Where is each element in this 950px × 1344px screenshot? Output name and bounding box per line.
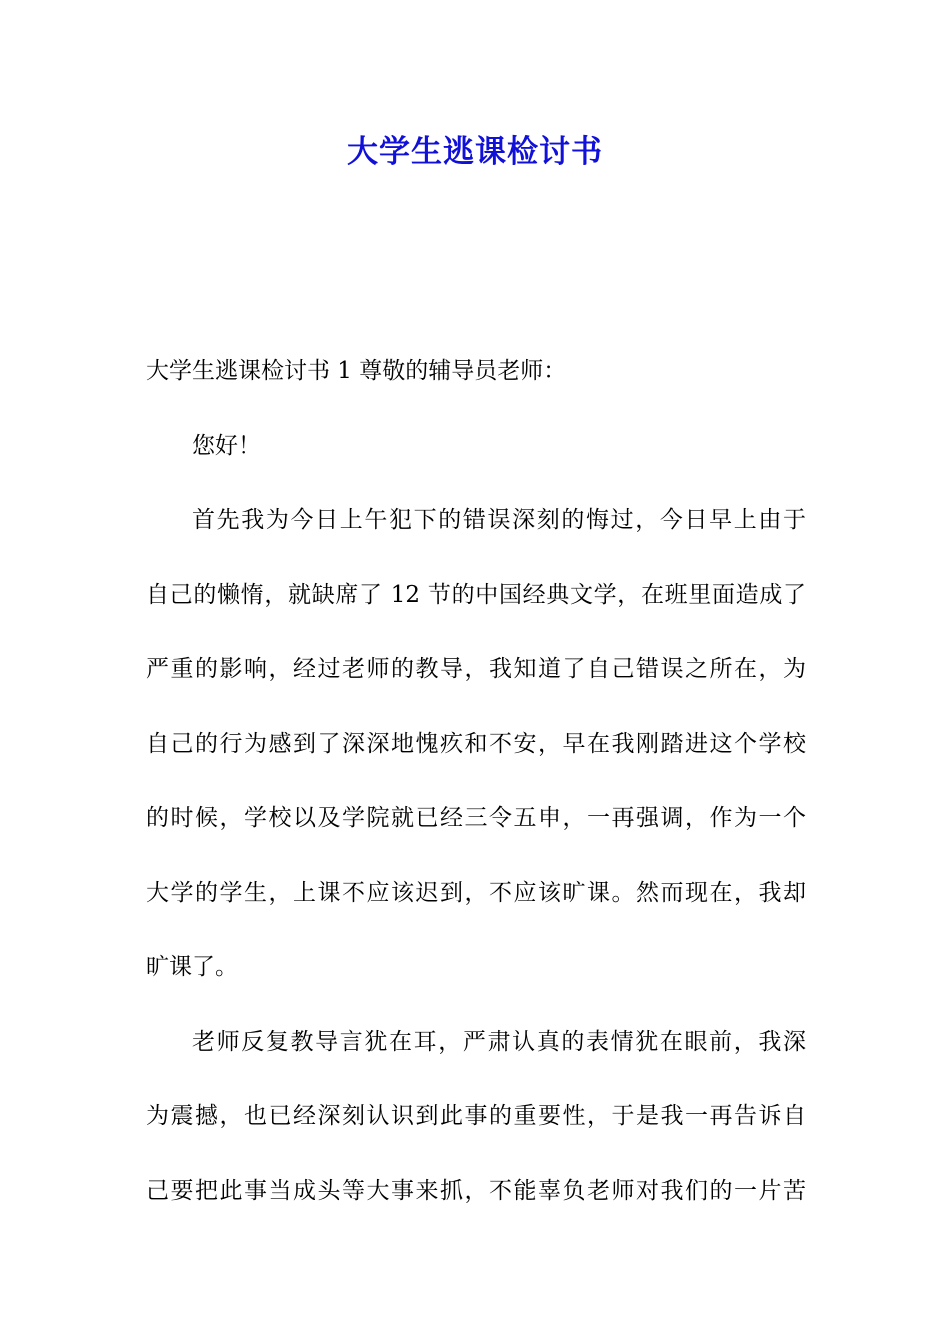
- greeting-line: 您好！: [192, 432, 261, 459]
- paragraph-line: 自己的懒惰，就缺席了 12 节的中国经典文学，在班里面造成了: [146, 581, 806, 608]
- document-body: [146, 334, 806, 1228]
- paragraph-line: 严重的影响，经过老师的教导，我知道了自己错误之所在，为: [146, 656, 806, 682]
- paragraph-line: 首先我为今日上午犯下的错误深刻的悔过，今日早上由于: [192, 507, 806, 533]
- paragraph-line: 己要把此事当成头等大事来抓，不能辜负老师对我们的一片苦: [146, 1177, 806, 1204]
- paragraph-line: 老师反复教导言犹在耳，严肃认真的表情犹在眼前，我深: [192, 1028, 806, 1055]
- paragraph-line: 大学的学生，上课不应该迟到，不应该旷课。然而现在，我却: [146, 879, 806, 906]
- paragraph-line: 旷课了。: [146, 954, 238, 980]
- paragraph-line: 为震撼，也已经深刻认识到此事的重要性，于是我一再告诉自: [146, 1103, 806, 1129]
- paragraph-line: 的时候，学校以及学院就已经三令五申，一再强调，作为一个: [146, 805, 806, 831]
- salutation-line: 大学生逃课检讨书 1 尊敬的辅导员老师：: [146, 358, 567, 384]
- page-title: 大学生逃课检讨书: [347, 134, 603, 170]
- paragraph-line: 自己的行为感到了深深地愧疚和不安，早在我刚踏进这个学校: [146, 730, 806, 757]
